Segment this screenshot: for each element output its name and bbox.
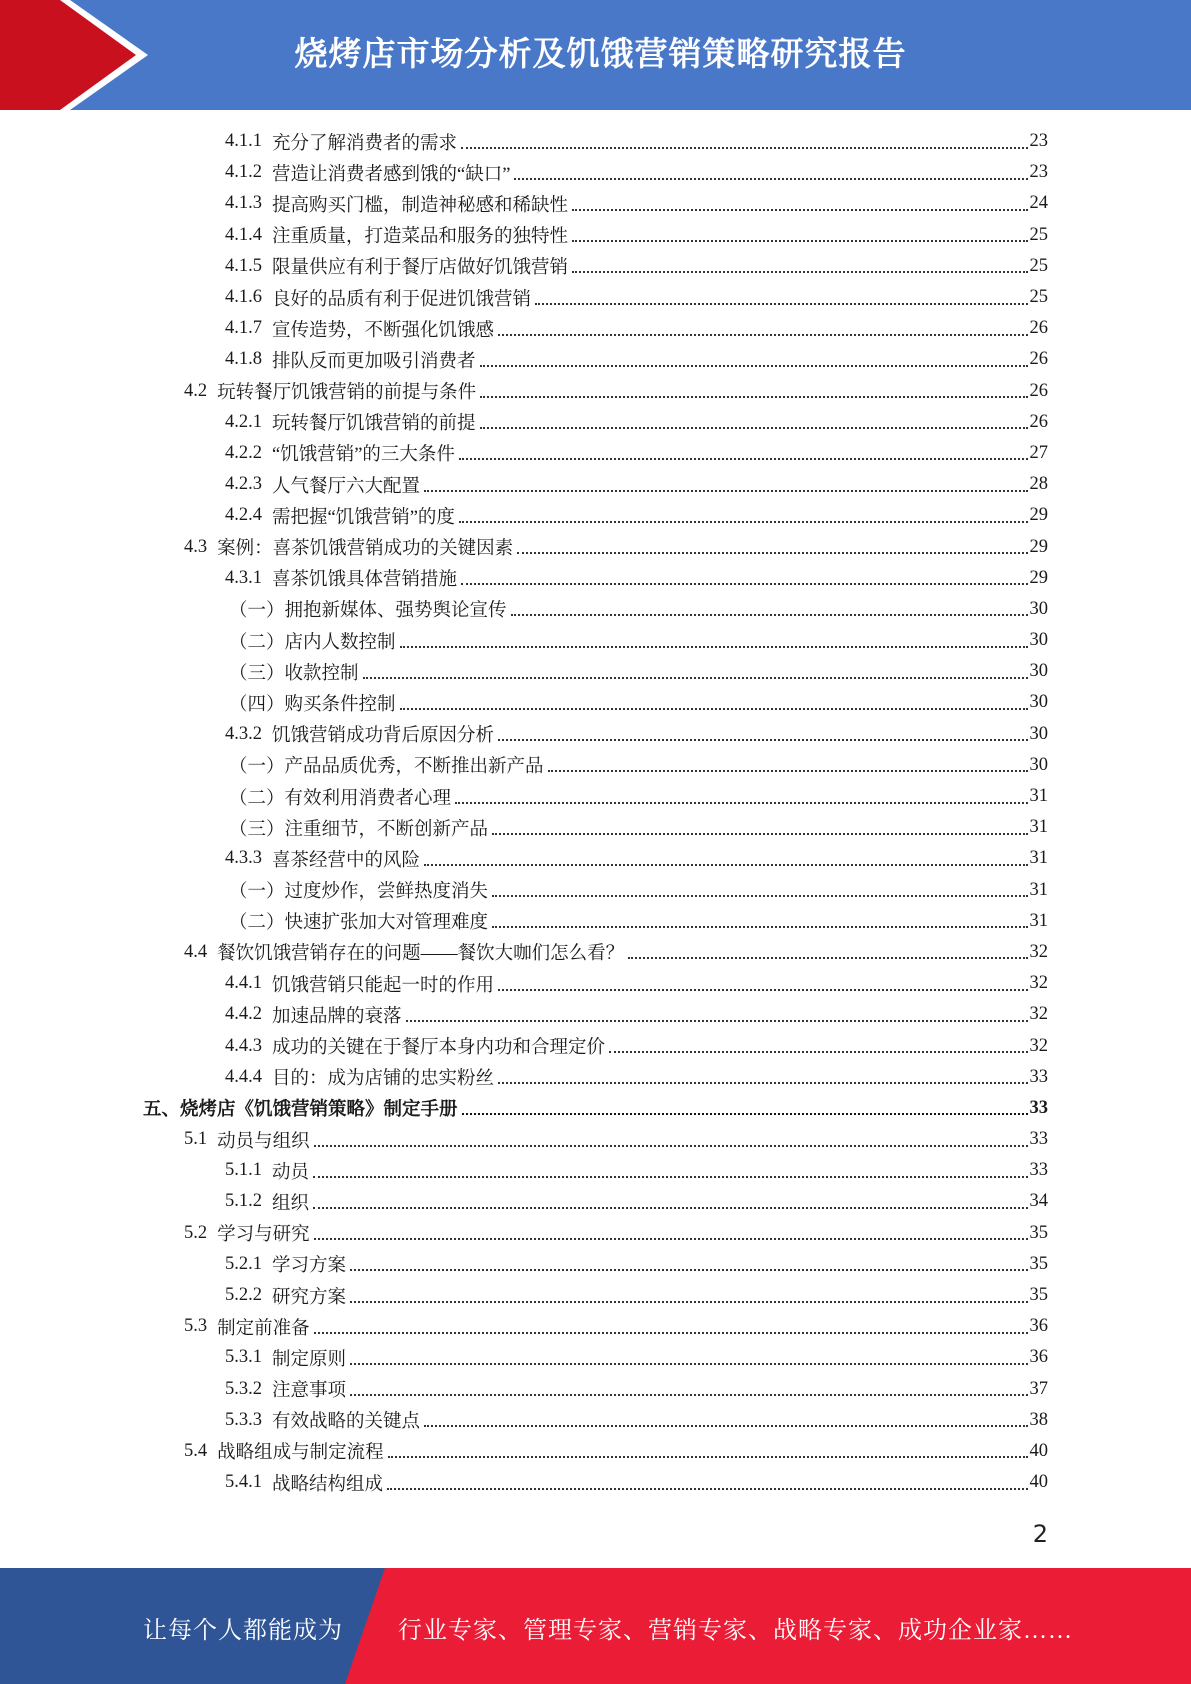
toc-entry[interactable]	[0, 999, 1048, 1030]
toc-entry-page: 31	[1029, 817, 1048, 838]
toc-entry-title: 需把握“饥饿营销”的度	[272, 507, 455, 528]
toc-entry-page: 27	[1029, 442, 1048, 463]
toc-entry-page: 26	[1029, 318, 1048, 339]
toc-entry-title: 饥饿营销只能起一时的作用	[272, 975, 495, 996]
toc-entry-title: “饥饿营销”的三大条件	[272, 445, 455, 466]
toc-entry-number: 5.1.1	[225, 1160, 262, 1181]
toc-entry-title: 喜茶经营中的风险	[272, 850, 421, 871]
toc-entry-page: 26	[1029, 349, 1048, 370]
toc-entry-title: 产品品质优秀，不断推出新产品	[284, 757, 544, 778]
toc-entry[interactable]	[0, 376, 1048, 407]
toc-entry[interactable]	[0, 1030, 1048, 1061]
toc-dot-leader	[350, 1269, 1027, 1271]
toc-entry[interactable]	[0, 750, 1048, 781]
toc-entry[interactable]	[0, 563, 1048, 594]
toc-entry[interactable]	[0, 875, 1048, 906]
toc-entry-title: 成功的关键在于餐厅本身内功和合理定价	[272, 1038, 606, 1059]
toc-entry[interactable]	[0, 594, 1048, 625]
toc-entry-number: 5.4	[184, 1440, 208, 1461]
toc-entry[interactable]	[0, 937, 1048, 968]
toc-entry-title: 烧烤店《饥饿营销策略》制定手册	[180, 1100, 458, 1121]
toc-entry-page: 30	[1029, 692, 1048, 713]
toc-entry-number: 4.4.4	[225, 1066, 262, 1087]
toc-entry[interactable]	[0, 438, 1048, 469]
toc-entry-page: 40	[1029, 1472, 1048, 1493]
toc-entry[interactable]	[0, 531, 1048, 562]
toc-entry-title: 注重细节，不断创新产品	[284, 819, 489, 840]
toc-entry-number: （四）	[229, 694, 285, 715]
toc-entry-page: 29	[1029, 536, 1048, 557]
toc-entry[interactable]	[0, 220, 1048, 251]
toc-entry-number: 4.1.3	[225, 193, 262, 214]
toc-entry[interactable]	[0, 968, 1048, 999]
toc-entry-page: 36	[1029, 1316, 1048, 1337]
toc-entry-page: 31	[1029, 910, 1048, 931]
toc-entry-number: 4.3.2	[225, 723, 262, 744]
toc-entry-page: 35	[1029, 1253, 1048, 1274]
toc-entry-title: 购买条件控制	[284, 694, 396, 715]
table-of-contents	[0, 126, 1191, 1498]
toc-entry[interactable]	[0, 344, 1048, 375]
toc-dot-leader	[455, 802, 1027, 804]
toc-entry[interactable]	[0, 1186, 1048, 1217]
toc-entry-title: 注重质量，打造菜品和服务的独特性	[272, 227, 569, 248]
toc-entry[interactable]	[0, 1124, 1048, 1155]
toc-entry-title: 有效利用消费者心理	[284, 788, 452, 809]
toc-entry-title: 拥抱新媒体、强势舆论宣传	[284, 601, 507, 622]
toc-entry-number: 5.2.2	[225, 1285, 262, 1306]
toc-entry[interactable]	[0, 1249, 1048, 1280]
toc-entry[interactable]	[0, 843, 1048, 874]
toc-entry-number: 5.1.2	[225, 1191, 262, 1212]
toc-entry-page: 25	[1029, 255, 1048, 276]
toc-entry-number: 4.3.3	[225, 848, 262, 869]
toc-entry-number: （二）	[229, 913, 285, 934]
toc-entry-number: 5.2	[184, 1222, 208, 1243]
toc-entry-number: 5.3.3	[225, 1409, 262, 1430]
toc-entry[interactable]	[0, 251, 1048, 282]
toc-dot-leader	[548, 770, 1028, 772]
toc-entry-page: 32	[1029, 941, 1048, 962]
toc-entry[interactable]	[0, 1218, 1048, 1249]
toc-entry-number: 4.3.1	[225, 567, 262, 588]
toc-entry[interactable]	[0, 1062, 1048, 1093]
toc-dot-leader	[514, 178, 1027, 180]
toc-entry-title: 店内人数控制	[284, 632, 396, 653]
toc-entry-title: 快速扩张加大对管理难度	[284, 913, 489, 934]
toc-entry-number: （一）	[229, 757, 285, 778]
toc-entry[interactable]	[0, 188, 1048, 219]
toc-entry-title: 玩转餐厅饥饿营销的前提与条件	[217, 383, 477, 404]
toc-dot-leader	[313, 1176, 1027, 1178]
toc-entry-page: 31	[1029, 848, 1048, 869]
toc-entry-page: 25	[1029, 287, 1048, 308]
toc-entry-title: 学习与研究	[217, 1225, 310, 1246]
toc-entry-page: 32	[1029, 1004, 1048, 1025]
document-title: 烧烤店市场分析及饥饿营销策略研究报告	[294, 34, 907, 73]
toc-entry-title: 营造让消费者感到饿的“缺口”	[272, 164, 511, 185]
toc-entry-title: 动员与组织	[217, 1131, 310, 1152]
toc-entry[interactable]	[0, 812, 1048, 843]
toc-dot-leader	[480, 427, 1028, 429]
toc-entry-number: 五、	[143, 1100, 181, 1121]
page-footer	[0, 1568, 1191, 1684]
toc-dot-leader	[387, 1488, 1027, 1490]
toc-entry-title: 餐饮饥饿营销存在的问题——餐饮大咖们怎么看？	[217, 944, 625, 965]
toc-entry-page: 29	[1029, 567, 1048, 588]
toc-dot-leader	[400, 708, 1028, 710]
toc-dot-leader	[350, 1363, 1027, 1365]
toc-dot-leader	[424, 1425, 1027, 1427]
toc-entry-number: （三）	[229, 819, 285, 840]
toc-entry[interactable]	[0, 687, 1048, 718]
toc-entry[interactable]	[0, 906, 1048, 937]
toc-dot-leader	[459, 458, 1028, 460]
toc-entry-page: 35	[1029, 1222, 1048, 1243]
toc-entry-page: 31	[1029, 786, 1048, 807]
toc-entry-title: 制定原则	[272, 1349, 347, 1370]
toc-dot-leader	[572, 209, 1027, 211]
toc-entry-number: 5.4.1	[225, 1472, 262, 1493]
toc-entry-page: 33	[1029, 1097, 1048, 1118]
footer-slogan-right: 行业专家、管理专家、营销专家、战略专家、成功企业家……	[398, 1618, 1073, 1644]
toc-entry[interactable]	[0, 625, 1048, 656]
toc-entry-page: 35	[1029, 1285, 1048, 1306]
toc-entry[interactable]	[0, 1280, 1048, 1311]
toc-entry[interactable]	[0, 1093, 1048, 1124]
toc-dot-leader	[498, 739, 1027, 741]
toc-entry-title: 动员	[272, 1162, 310, 1183]
toc-entry-title: 加速品牌的衰落	[272, 1006, 402, 1027]
toc-entry-title: 收款控制	[284, 663, 359, 684]
toc-entry[interactable]	[0, 500, 1048, 531]
toc-entry-number: 4.1.4	[225, 224, 262, 245]
toc-dot-leader	[314, 1145, 1028, 1147]
toc-entry-title: 宣传造势，不断强化饥饿感	[272, 320, 495, 341]
toc-dot-leader	[462, 1113, 1028, 1115]
toc-entry[interactable]	[0, 656, 1048, 687]
toc-entry-number: （一）	[229, 601, 285, 622]
toc-entry-title: 喜茶饥饿具体营销措施	[272, 570, 458, 591]
toc-entry-page: 34	[1029, 1191, 1048, 1212]
toc-entry-number: 4.3	[184, 536, 208, 557]
toc-entry-title: 学习方案	[272, 1256, 347, 1277]
toc-entry-title: 战略结构组成	[272, 1474, 384, 1495]
toc-entry-title: 充分了解消费者的需求	[272, 133, 458, 154]
toc-dot-leader	[517, 552, 1027, 554]
toc-entry-number: 4.1.8	[225, 349, 262, 370]
toc-dot-leader	[388, 1456, 1028, 1458]
page-header	[0, 0, 1191, 110]
toc-entry-title: 战略组成与制定流程	[217, 1443, 384, 1464]
toc-entry-page: 40	[1029, 1440, 1048, 1461]
toc-entry-number: （二）	[229, 632, 285, 653]
toc-entry-number: 5.3	[184, 1316, 208, 1337]
toc-entry[interactable]	[0, 157, 1048, 188]
toc-entry-page: 23	[1029, 162, 1048, 183]
toc-entry-page: 24	[1029, 193, 1048, 214]
toc-entry[interactable]	[0, 1405, 1048, 1436]
toc-entry-page: 30	[1029, 661, 1048, 682]
toc-entry-page: 30	[1029, 754, 1048, 775]
toc-entry-page: 28	[1029, 474, 1048, 495]
toc-dot-leader	[492, 895, 1027, 897]
toc-dot-leader	[511, 614, 1028, 616]
toc-dot-leader	[313, 1207, 1027, 1209]
toc-entry[interactable]	[0, 1311, 1048, 1342]
toc-entry-number: 4.1.2	[225, 162, 262, 183]
toc-entry-page: 26	[1029, 411, 1048, 432]
toc-entry[interactable]	[0, 1342, 1048, 1373]
toc-dot-leader	[609, 1051, 1027, 1053]
toc-dot-leader	[492, 926, 1027, 928]
toc-entry-number: 5.1	[184, 1129, 208, 1150]
toc-entry-number: 4.1.1	[225, 131, 262, 152]
toc-entry-number: 4.4.1	[225, 973, 262, 994]
toc-entry-title: 提高购买门槛，制造神秘感和稀缺性	[272, 195, 569, 216]
toc-entry-title: 组织	[272, 1193, 310, 1214]
toc-entry-number: （三）	[229, 663, 285, 684]
toc-entry[interactable]	[0, 313, 1048, 344]
toc-entry-page: 32	[1029, 1035, 1048, 1056]
toc-entry-number: 4.1.6	[225, 287, 262, 308]
toc-entry[interactable]	[0, 469, 1048, 500]
toc-entry-page: 30	[1029, 723, 1048, 744]
toc-entry-number: 5.3.1	[225, 1347, 262, 1368]
toc-entry[interactable]	[0, 1374, 1048, 1405]
toc-dot-leader	[406, 1020, 1028, 1022]
toc-entry-number: 4.2.3	[225, 474, 262, 495]
toc-entry-page: 25	[1029, 224, 1048, 245]
toc-dot-leader	[424, 490, 1027, 492]
toc-entry[interactable]	[0, 1155, 1048, 1186]
toc-entry-number: 4.1.7	[225, 318, 262, 339]
toc-entry-title: 限量供应有利于餐厅店做好饥饿营销	[272, 258, 569, 279]
toc-entry-number: 4.4.3	[225, 1035, 262, 1056]
toc-entry[interactable]	[0, 781, 1048, 812]
toc-dot-leader	[492, 833, 1027, 835]
toc-entry-page: 36	[1029, 1347, 1048, 1368]
toc-entry-number: 4.2	[184, 380, 208, 401]
toc-entry-title: 饥饿营销成功背后原因分析	[272, 726, 495, 747]
toc-entry[interactable]	[0, 407, 1048, 438]
toc-entry[interactable]	[0, 1467, 1048, 1498]
toc-entry-page: 38	[1029, 1409, 1048, 1430]
toc-entry-page: 33	[1029, 1129, 1048, 1150]
toc-entry-page: 30	[1029, 598, 1048, 619]
toc-entry-title: 案例：喜茶饥饿营销成功的关键因素	[217, 539, 514, 560]
toc-dot-leader	[498, 334, 1027, 336]
toc-dot-leader	[350, 1394, 1027, 1396]
toc-entry-page: 23	[1029, 131, 1048, 152]
toc-entry-page: 32	[1029, 973, 1048, 994]
toc-dot-leader	[363, 677, 1028, 679]
toc-entry-number: 4.1.5	[225, 255, 262, 276]
toc-entry-number: 5.3.2	[225, 1378, 262, 1399]
toc-dot-leader	[400, 646, 1028, 648]
toc-entry-page: 33	[1029, 1160, 1048, 1181]
toc-entry-number: 4.4.2	[225, 1004, 262, 1025]
toc-entry-title: 制定前准备	[217, 1318, 310, 1339]
toc-entry-title: 人气餐厅六大配置	[272, 476, 421, 497]
toc-dot-leader	[350, 1301, 1027, 1303]
toc-entry-page: 26	[1029, 380, 1048, 401]
toc-dot-leader	[461, 147, 1027, 149]
toc-entry-number: （二）	[229, 788, 285, 809]
toc-entry-title: 有效战略的关键点	[272, 1412, 421, 1433]
footer-slogan-left: 让每个人都能成为	[143, 1618, 343, 1644]
toc-dot-leader	[314, 1332, 1028, 1334]
toc-entry-number: 5.2.1	[225, 1253, 262, 1274]
toc-dot-leader	[535, 303, 1027, 305]
toc-entry-title: 良好的品质有利于促进饥饿营销	[272, 289, 532, 310]
toc-entry-title: 排队反而更加吸引消费者	[272, 351, 476, 372]
toc-entry-title: 目的：成为店铺的忠实粉丝	[272, 1069, 495, 1090]
toc-entry-page: 31	[1029, 879, 1048, 900]
toc-entry-number: （一）	[229, 882, 285, 903]
toc-dot-leader	[480, 396, 1027, 398]
toc-entry[interactable]	[0, 126, 1048, 157]
toc-entry-title: 玩转餐厅饥饿营销的前提	[272, 414, 476, 435]
toc-dot-leader	[314, 1238, 1028, 1240]
toc-dot-leader	[572, 271, 1027, 273]
toc-entry-title: 过度炒作，尝鲜热度消失	[284, 882, 489, 903]
toc-dot-leader	[498, 1082, 1027, 1084]
toc-entry-page: 30	[1029, 630, 1048, 651]
toc-entry-number: 4.2.1	[225, 411, 262, 432]
toc-dot-leader	[572, 240, 1027, 242]
toc-entry-page: 29	[1029, 505, 1048, 526]
toc-entry-number: 4.2.4	[225, 505, 262, 526]
toc-dot-leader	[628, 957, 1027, 959]
toc-entry-number: 4.4	[184, 941, 208, 962]
toc-entry-page: 33	[1029, 1066, 1048, 1087]
toc-entry-number: 4.2.2	[225, 442, 262, 463]
toc-dot-leader	[424, 864, 1027, 866]
toc-dot-leader	[461, 583, 1027, 585]
toc-dot-leader	[480, 365, 1028, 367]
toc-entry[interactable]	[0, 719, 1048, 750]
toc-entry-title: 研究方案	[272, 1287, 347, 1308]
toc-dot-leader	[498, 989, 1027, 991]
toc-entry-page: 37	[1029, 1378, 1048, 1399]
toc-entry[interactable]	[0, 1436, 1048, 1467]
toc-dot-leader	[459, 521, 1028, 523]
toc-entry[interactable]	[0, 282, 1048, 313]
page-number: 2	[1032, 1520, 1048, 1548]
toc-entry-title: 注意事项	[272, 1381, 347, 1402]
